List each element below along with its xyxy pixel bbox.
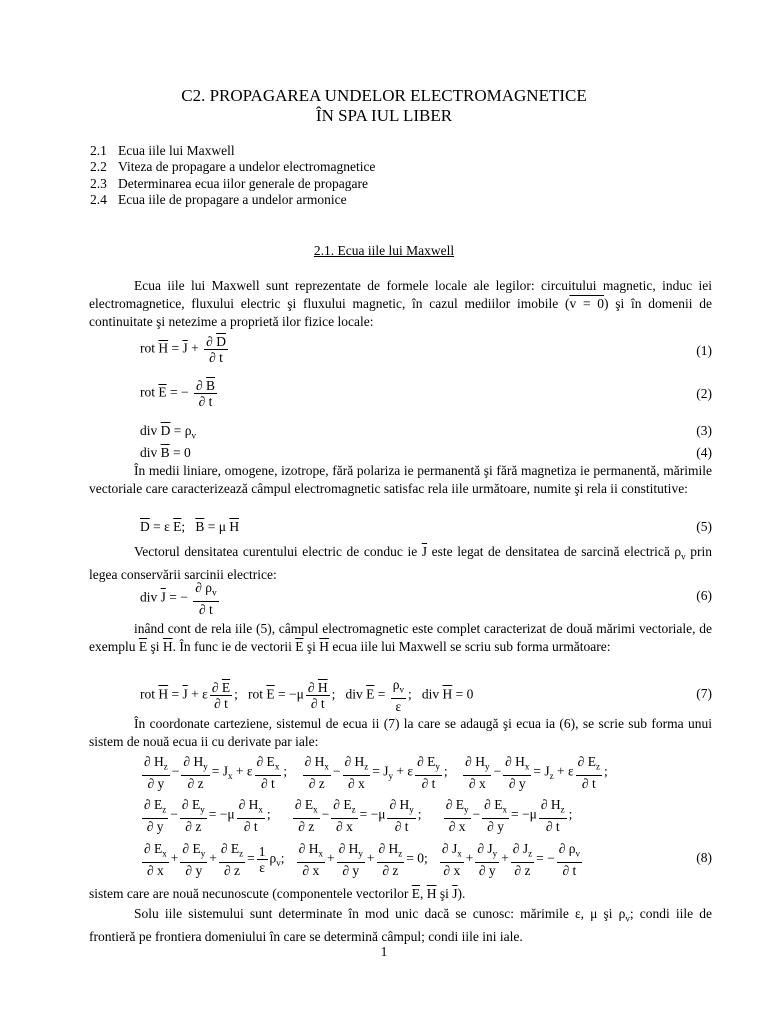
equation-5: $\overline{D} = \varepsilon$ $\overline{E}$; $\overline{B} = \mu$ $\overline{H}$ [140,519,240,534]
paragraph-solutions: Solu iile sistemului sunt determinate în mod unic dacă se cunosc: mărimile ε, μ şi $\rho_v$; condi iile de frontieră pe frontiera domeniului în care se determină câmpul; condi iile ini iale. [89,906,713,944]
equation-number: (3) [696,423,712,438]
toc-text: Viteza de propagare a undelor electromagnetice [118,159,376,174]
equation-number: (4) [696,445,712,460]
equation-number: (5) [696,519,712,534]
toc-item [90,143,235,159]
paragraph-text: ; condi iile de frontieră pe frontiera domeniului în care se determină câmpul; condi iile ini iale. [89,906,713,944]
chapter-title-line2: ÎN SPA IUL LIBER [315,106,453,125]
velocity-zero: v = 0 [569,296,605,311]
equation-8-row1: $\frac{\partial H_z}{\partial y}$ − $\frac{\partial H_y}{\partial z}$ = $J_x + \varepsilon$ $\frac{\partial E_x}{\partial t}$ ; $\frac{\partial H_x}{\partial z}$ − $\frac{\partial H_z}{\partial x}$ = $J_y + \varepsilon$ $\frac{\partial E_y}{\partial t}$ ; $\frac{\partial H_y}{\partial x}$ − $\frac{\partial H_x}{\partial y}$ = $J_z + \varepsilon$ $\frac{\partial E_z}{\partial t}$ ; [144,754,608,791]
toc-text: Ecua iile lui Maxwell [118,143,235,158]
equation-6: div $\overline{J}$ = − $\frac{\partial \rho_v}{\partial t}$ [140,580,217,617]
paragraph-text: Solu iile sistemului sunt determinate în mod unic dacă se cunosc: mărimile ε, μ şi ρ [134,906,626,921]
paragraph-unknowns: sistem care are nouă necunoscute (componentele vectorilor $\overline{E}$, $\overline{H}$ şi $\overline{J}$). [89,886,466,901]
equation-3: div $\overline{D} = \rho_v$ [140,423,196,441]
chapter-title-line1: C2. PROPAGAREA UNDELOR ELECTROMAGNETICE [181,86,587,105]
toc-number: 2.1 [90,143,107,158]
paragraph-text: şi [439,886,449,901]
equation-8-row3: $\frac{\partial E_x}{\partial x}$ + $\frac{\partial E_y}{\partial y}$ + $\frac{\partial E_z}{\partial z}$ = $\frac{1}{\varepsilon}$ $\rho_v$; $\frac{\partial H_x}{\partial x}$ + $\frac{\partial H_y}{\partial y}$ + $\frac{\partial H_z}{\partial z}$ = 0; $\frac{\partial J_x}{\partial x}$ + $\frac{\partial J_y}{\partial y}$ + $\frac{\partial J_z}{\partial z}$ = − $\frac{\partial \rho_v}{\partial t}$ [144,841,581,878]
toc-text: Determinarea ecua iilor generale de propagare [118,176,368,191]
paragraph-intro [89,277,712,331]
toc-item [90,159,375,175]
paragraph-text: ) şi în domenii de continuitate şi netezime a proprietă ilor fizice locale: [89,296,712,329]
paragraph-text: ecua iile lui Maxwell se scriu sub forma următoare: [332,639,611,654]
paragraph-text: şi [150,639,160,654]
equation-number: (6) [696,588,712,603]
paragraph-text: sistem care are nouă necunoscute (componentele vectorilor [89,886,409,901]
section-heading: 2.1. Ecua iile lui Maxwell [313,243,455,258]
equation-number: (2) [696,386,712,401]
paragraph-maxwell-form: inând cont de rela iile (5), câmpul electromagnetic este complet caracterizat de două mărimi vectoriale, de exemplu $\overline{E}$ şi $\overline{H}$. În func ie de vectorii $\overline{E}$ şi $\overline{H}$ ecua iile lui Maxwell se scriu sub forma următoare: [89,621,712,654]
equation-number: (8) [696,850,712,865]
equation-4: div $\overline{B} = 0$ [140,445,191,460]
paragraph-constitutive: În medii liniare, omogene, izotrope, fără polariza ie permanentă şi fără magnetiza ie permanentă, mărimile vectoriale care caracterizează câmpul electromagnetic satisfac rela iile următoare, numite şi rela ii constitutive: [89,463,712,496]
toc-number: 2.2 [90,159,107,174]
page-number: 1 [380,944,388,959]
equation-number: (1) [696,343,712,358]
paragraph-text: Vectorul densitatea curentului electric de conduc ie [134,544,418,559]
equation-8-row2: $\frac{\partial E_z}{\partial y}$ − $\frac{\partial E_y}{\partial z}$ = −μ $\frac{\partial H_x}{\partial t}$ ; $\frac{\partial E_x}{\partial z}$ − $\frac{\partial E_z}{\partial x}$ = −μ $\frac{\partial H_y}{\partial t}$ ; $\frac{\partial E_y}{\partial x}$ − $\frac{\partial E_x}{\partial y}$ = −μ $\frac{\partial H_z}{\partial t}$ ; [144,797,573,834]
toc-text: Ecua iile de propagare a undelor armonice [118,192,347,207]
equation-1: rot $\overline{H} = \overline{J}$ + $\frac{\partial \overline{D}}{\partial t}$ [140,334,226,365]
paragraph-text: inând cont de rela iile (5), câmpul electromagnetic este complet caracterizat de două mărimi vectoriale, de exemplu [89,621,712,654]
paragraph-text: prin legea conservării sarcinii electrice: [89,544,712,582]
equation-number: (7) [696,686,712,701]
paragraph-text: . În func ie de vectorii [172,639,292,654]
toc-number: 2.3 [90,176,107,191]
paragraph-text: este legat de densitatea de sarcină electrică ρ [431,544,682,559]
paragraph-current-density: Vectorul densitatea curentului electric de conduc ie $\overline{J}$ este legat de densitatea de sarcină electrică $\rho_v$ prin legea conservării sarcinii electrice: [89,544,712,582]
toc-number: 2.4 [90,192,107,207]
toc-item [90,176,368,192]
equation-2: rot $\overline{E}$ = − $\frac{\partial \overline{B}}{\partial t}$ [140,378,216,409]
paragraph-text: Ecua iile lui Maxwell sunt reprezentate de formele locale ale legilor: circuitului magnetic, induc iei electromagnetice, fluxului electric şi fluxului magnetic, în cazul mediilor imobile ( [89,278,712,311]
equation-7: rot $\overline{H} = \overline{J} + \varepsilon$ $\frac{\partial \overline{E}}{\partial t}$ ; rot $\overline{E} = -\mu$ $\frac{\partial \overline{H}}{\partial t}$ ; div $\overline{E}$ = $\frac{\rho_v}{\varepsilon}$ ; div $\overline{H} = 0$ [140,677,474,714]
paragraph-cartesian: În coordonate carteziene, sistemul de ecua ii (7) la care se adaugă şi ecua ia (6), se scrie sub forma unui sistem de nouă ecua ii cu derivate par iale: [89,716,712,749]
toc-item [90,192,347,208]
